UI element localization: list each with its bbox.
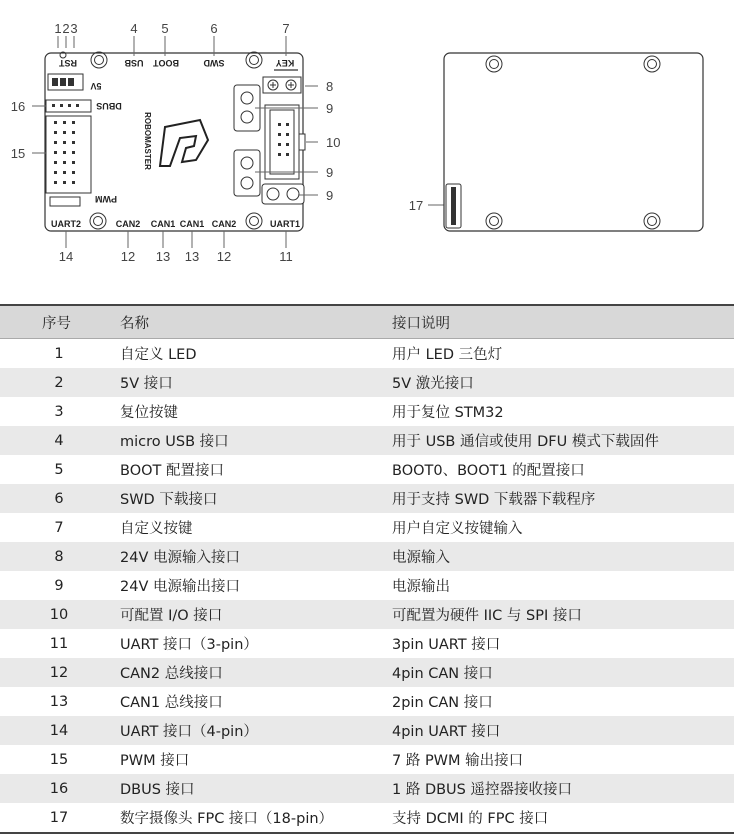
table-row	[0, 687, 734, 716]
callout-9-b: 9	[326, 165, 334, 180]
cell-description: 电源输入	[390, 542, 734, 571]
cell-description: 支持 DCMI 的 FPC 接口	[390, 803, 734, 833]
callout-17: 17	[408, 198, 424, 213]
interface-table	[0, 304, 734, 834]
power-output-connector-side	[262, 184, 304, 204]
cell-description: 用户 LED 三色灯	[392, 347, 503, 363]
cell-description: 用于支持 SWD 下载器下载程序	[390, 484, 734, 513]
cell-number: 1	[54, 345, 64, 362]
silk-dbus: DBUS	[96, 101, 122, 111]
callout-9-a: 9	[326, 101, 334, 116]
silk-pwm: PWM	[95, 194, 117, 204]
callout-10: 10	[326, 135, 341, 150]
header-number: 序号	[0, 305, 118, 339]
cell-number: 6	[0, 484, 118, 513]
table-row	[0, 368, 734, 397]
table-row	[0, 774, 734, 803]
callout-1: 1	[54, 21, 62, 36]
cell-description: 1 路 DBUS 遥控器接收接口	[390, 774, 734, 803]
cell-number: 5	[54, 461, 64, 478]
cell-number: 15	[49, 751, 69, 768]
silk-boot: BOOT	[153, 58, 179, 68]
cell-name: 24V 电源输出接口	[120, 579, 240, 595]
cell-name: BOOT 配置接口	[120, 463, 224, 479]
callout-3: 3	[70, 21, 78, 36]
cell-name: 自定义按键	[120, 521, 193, 537]
cell-description: 2pin CAN 接口	[392, 695, 493, 711]
back-board	[444, 53, 703, 231]
cell-number: 2	[0, 368, 118, 397]
cell-name: CAN2 总线接口	[118, 658, 390, 687]
cell-description: 3pin UART 接口	[392, 637, 501, 653]
table-row	[0, 339, 734, 369]
pwm-header	[46, 116, 91, 193]
table-row	[0, 426, 734, 455]
cell-name: 可配置 I/O 接口	[118, 600, 390, 629]
table-row	[0, 629, 734, 658]
cell-number: 17	[0, 803, 118, 833]
cell-name: CAN1 总线接口	[120, 695, 223, 711]
cell-number: 13	[49, 693, 69, 710]
cell-description: 用于 USB 通信或使用 DFU 模式下载固件	[390, 426, 734, 455]
silk-can2-left: CAN2	[115, 219, 141, 229]
silk-robomaster: ROBOMASTER	[143, 112, 152, 170]
board-diagram-svg	[0, 0, 734, 290]
callout-15: 15	[10, 146, 26, 161]
callout-4: 4	[130, 21, 138, 36]
table-header-row	[0, 305, 734, 339]
back-board-outline	[444, 53, 703, 231]
cell-name: 数字摄像头 FPC 接口（18-pin）	[118, 803, 390, 833]
cell-description: 用于复位 STM32	[392, 405, 504, 421]
cell-name: PWM 接口	[120, 753, 190, 769]
table-row	[0, 542, 734, 571]
callout-7: 7	[282, 21, 290, 36]
silk-usb: USB	[124, 58, 144, 68]
cell-name: 复位按键	[120, 405, 178, 421]
cell-number: 9	[54, 577, 64, 594]
cell-name: micro USB 接口	[118, 426, 390, 455]
callout-12-a: 12	[120, 249, 136, 264]
silk-swd: SWD	[203, 58, 225, 68]
callout-11: 11	[279, 249, 293, 264]
cell-name: SWD 下载接口	[118, 484, 390, 513]
header-description: 接口说明	[390, 305, 734, 339]
callout-16: 16	[10, 99, 26, 114]
silk-uart1: UART1	[269, 219, 301, 229]
cell-description: 可配置为硬件 IIC 与 SPI 接口	[390, 600, 734, 629]
cell-number: 10	[0, 600, 118, 629]
callout-2: 2	[62, 21, 70, 36]
callout-8: 8	[326, 79, 334, 94]
cell-description: 用户自定义按键输入	[392, 521, 523, 537]
cell-description: 4pin UART 接口	[390, 716, 734, 745]
callout-14: 14	[58, 249, 74, 264]
table-row	[0, 745, 734, 774]
silk-5v: 5V	[90, 81, 102, 91]
cell-number: 11	[49, 635, 69, 652]
cell-description: 7 路 PWM 输出接口	[392, 753, 524, 769]
silk-rst: RST	[59, 58, 77, 68]
cell-number: 14	[0, 716, 118, 745]
cell-name: 5V 接口	[118, 368, 390, 397]
board-diagram	[0, 0, 734, 290]
cell-description: 5V 激光接口	[390, 368, 734, 397]
callout-13-a: 13	[155, 249, 171, 264]
table-row	[0, 397, 734, 426]
cell-name: UART 接口（4-pin）	[118, 716, 390, 745]
callout-9-c: 9	[326, 188, 334, 203]
cell-number: 7	[54, 519, 64, 536]
callout-12-b: 12	[216, 249, 232, 264]
power-input-connector	[263, 77, 301, 93]
cell-number: 8	[0, 542, 118, 571]
silk-can1-right: CAN1	[179, 219, 205, 229]
table-row	[0, 803, 734, 833]
cell-description: 4pin CAN 接口	[390, 658, 734, 687]
callout-13-b: 13	[184, 249, 200, 264]
table-row	[0, 716, 734, 745]
cell-name: 24V 电源输入接口	[118, 542, 390, 571]
silk-can2-right: CAN2	[211, 219, 237, 229]
cell-description: 电源输出	[392, 579, 450, 595]
cell-number: 4	[0, 426, 118, 455]
cell-name: DBUS 接口	[118, 774, 390, 803]
front-board	[45, 52, 305, 231]
cell-number: 3	[54, 403, 64, 420]
callout-6: 6	[210, 21, 218, 36]
header-name: 名称	[118, 305, 390, 339]
cell-description: BOOT0、BOOT1 的配置接口	[392, 463, 585, 479]
silk-uart2: UART2	[50, 219, 82, 229]
cell-name: 自定义 LED	[120, 347, 197, 363]
cell-number: 16	[0, 774, 118, 803]
silk-can1-left: CAN1	[150, 219, 176, 229]
table-row	[0, 571, 734, 600]
callout-5: 5	[161, 21, 169, 36]
table-row	[0, 513, 734, 542]
table-row	[0, 455, 734, 484]
table-row	[0, 600, 734, 629]
cell-name: UART 接口（3-pin）	[120, 637, 258, 653]
table-row	[0, 484, 734, 513]
silk-key: KEY	[275, 58, 295, 68]
table-row	[0, 658, 734, 687]
cell-number: 12	[0, 658, 118, 687]
